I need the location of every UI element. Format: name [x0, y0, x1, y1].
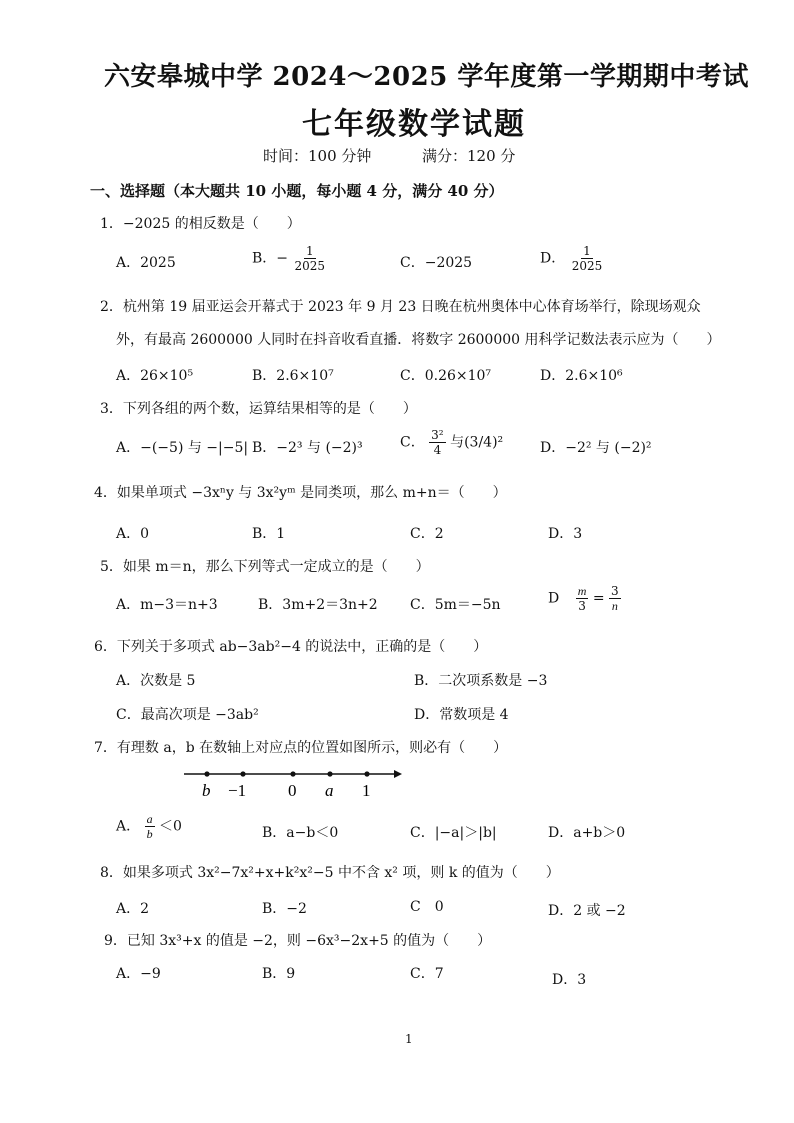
question-3-option-d: D．−2² 与 (−2)²: [540, 440, 652, 456]
exam-subtitle: 七年级数学试题: [302, 107, 526, 142]
question-3-stem: 3．下列各组的两个数，运算结果相等的是（ ）: [100, 401, 417, 417]
question-5-option-d-left-numerator: m: [577, 584, 587, 598]
question-2-option-d: D．2.6×10⁶: [540, 368, 623, 384]
question-1-option-a: A．2025: [116, 255, 176, 271]
question-9-option-d: D．3: [552, 972, 587, 988]
question-7-stem: 7．有理数 a，b 在数轴上对应点的位置如图所示，则必有（ ）: [94, 740, 508, 756]
question-5-option-d-left-denominator: 3: [578, 599, 586, 613]
axis-label-minus-1: −1: [228, 781, 247, 800]
axis-label-a: a: [325, 781, 334, 800]
exam-time: 时间：100 分钟: [263, 147, 372, 165]
question-5-option-d: [548, 584, 621, 613]
question-4-option-c: C．2: [410, 526, 444, 542]
question-1-option-d: [540, 244, 604, 273]
exam-score: 满分：120 分: [422, 147, 516, 165]
question-9-option-b: B．9: [262, 966, 296, 982]
point-b: [204, 771, 209, 776]
question-5-stem: 5．如果 m＝n，那么下列等式一定成立的是（ ）: [100, 559, 430, 575]
question-1-stem: 1．−2025 的相反数是（ ）: [100, 216, 301, 232]
question-5-option-d-right-numerator: 3: [611, 584, 619, 598]
question-3-option-c-numerator: 3²: [431, 428, 444, 442]
axis-label-0: 0: [288, 781, 297, 800]
tick-0: [290, 771, 295, 776]
question-6-option-a: A．次数是 5: [116, 673, 196, 689]
question-8-stem: 8．如果多项式 3x²−7x²+x+k²x²−5 中不含 x² 项，则 k 的值为（ ）: [100, 865, 560, 881]
point-a: [327, 771, 332, 776]
question-5-option-d-right-fraction: [609, 584, 621, 613]
question-2-option-b: B．2.6×10⁷: [252, 368, 334, 384]
question-1-option-d-denominator: 2025: [571, 259, 603, 273]
question-3-option-c-fraction: [429, 428, 445, 457]
question-6-stem: 6．下列关于多项式 ab−3ab²−4 的说法中，正确的是（ ）: [94, 639, 488, 655]
question-3-option-b: B．−2³ 与 (−2)³: [252, 440, 363, 456]
page-number: 1: [405, 1032, 413, 1046]
question-6-option-c: C．最高次项是 −3ab²: [116, 707, 259, 723]
question-7-option-a-prefix: A．: [116, 818, 141, 835]
question-4-option-b: B．1: [252, 526, 286, 542]
question-3-option-c: [400, 428, 503, 457]
question-8-option-d: D．2 或 −2: [548, 903, 626, 919]
question-3-option-c-suffix: 与(3/4)²: [450, 434, 504, 451]
question-7-option-a-denominator: b: [146, 827, 153, 841]
question-5-option-d-equals: =: [592, 590, 605, 607]
question-4-option-d: D．3: [548, 526, 583, 542]
question-2-line-1: 2．杭州第 19 届亚运会开幕式于 2023 年 9 月 23 日晚在杭州奥体中心体育场举行，除现场观众: [100, 299, 701, 315]
question-9-option-c: C．7: [410, 966, 444, 982]
question-7-option-a-suffix: ＜0: [159, 818, 182, 835]
question-4-option-a: A．0: [116, 526, 150, 542]
question-5-option-d-left-fraction: [576, 584, 589, 613]
question-1-option-c: C．−2025: [400, 255, 473, 271]
question-5-option-d-prefix: D: [548, 590, 560, 607]
question-1-option-b-denominator: 2025: [294, 259, 326, 273]
question-1-option-d-prefix: D．: [540, 250, 566, 267]
question-8-option-c: C 0: [410, 899, 444, 915]
question-8-option-b: B．−2: [262, 901, 307, 917]
question-6-option-d: D．常数项是 4: [414, 707, 509, 723]
question-3-option-c-prefix: C．: [400, 434, 425, 451]
question-1-option-d-numerator: 1: [583, 244, 591, 258]
question-3-option-a: A．−(−5) 与 −|−5|: [116, 440, 249, 456]
axis-label-1: 1: [362, 781, 371, 800]
question-4-stem: 4．如果单项式 −3xⁿy 与 3x²yᵐ 是同类项，那么 m+n＝（ ）: [94, 485, 507, 501]
question-2-line-2: 外，有最高 2600000 人同时在抖音收看直播．将数字 2600000 用科学记数法表示应为（ ）: [116, 332, 721, 348]
question-7-option-a-fraction: [145, 812, 155, 841]
question-1-option-b: [252, 244, 327, 273]
question-5-option-c: C．5m＝−5n: [410, 597, 501, 613]
question-9-stem: 9．已知 3x³+x 的值是 −2，则 −6x³−2x+5 的值为（ ）: [104, 933, 492, 949]
question-5-option-a: A．m−3＝n+3: [116, 597, 218, 613]
tick-1: [364, 771, 369, 776]
question-7-option-c: C．|−a|＞|b|: [410, 825, 497, 841]
number-line-arrow: [394, 770, 402, 778]
question-9-option-a: A．−9: [116, 966, 161, 982]
question-5-option-d-right-denominator: n: [611, 599, 618, 613]
question-7-option-a-numerator: a: [146, 812, 153, 826]
question-3-option-c-denominator: 4: [433, 443, 442, 457]
tick-minus-1: [240, 771, 245, 776]
question-2-option-a: A．26×10⁵: [116, 368, 194, 384]
question-7-option-b: B．a−b＜0: [262, 825, 339, 841]
question-1-option-b-numerator: 1: [305, 244, 314, 258]
question-1-option-b-fraction: [292, 244, 327, 273]
section-heading: 一、选择题（本大题共 10 小题，每小题 4 分，满分 40 分）: [90, 182, 504, 200]
question-7-option-a: [116, 812, 182, 841]
axis-label-b: b: [202, 781, 211, 800]
exam-title: 六安皋城中学 2024～2025 学年度第一学期期中考试: [104, 62, 749, 92]
question-8-option-a: A．2: [116, 901, 150, 917]
question-2-option-c: C．0.26×10⁷: [400, 368, 492, 384]
question-5-option-b: B．3m+2＝3n+2: [258, 597, 378, 613]
question-1-option-d-fraction: [570, 244, 605, 273]
question-6-option-b: B．二次项系数是 −3: [414, 673, 548, 689]
question-7-option-d: D．a+b＞0: [548, 825, 626, 841]
question-1-option-b-prefix: B．−: [252, 250, 289, 267]
number-line: [180, 762, 405, 806]
